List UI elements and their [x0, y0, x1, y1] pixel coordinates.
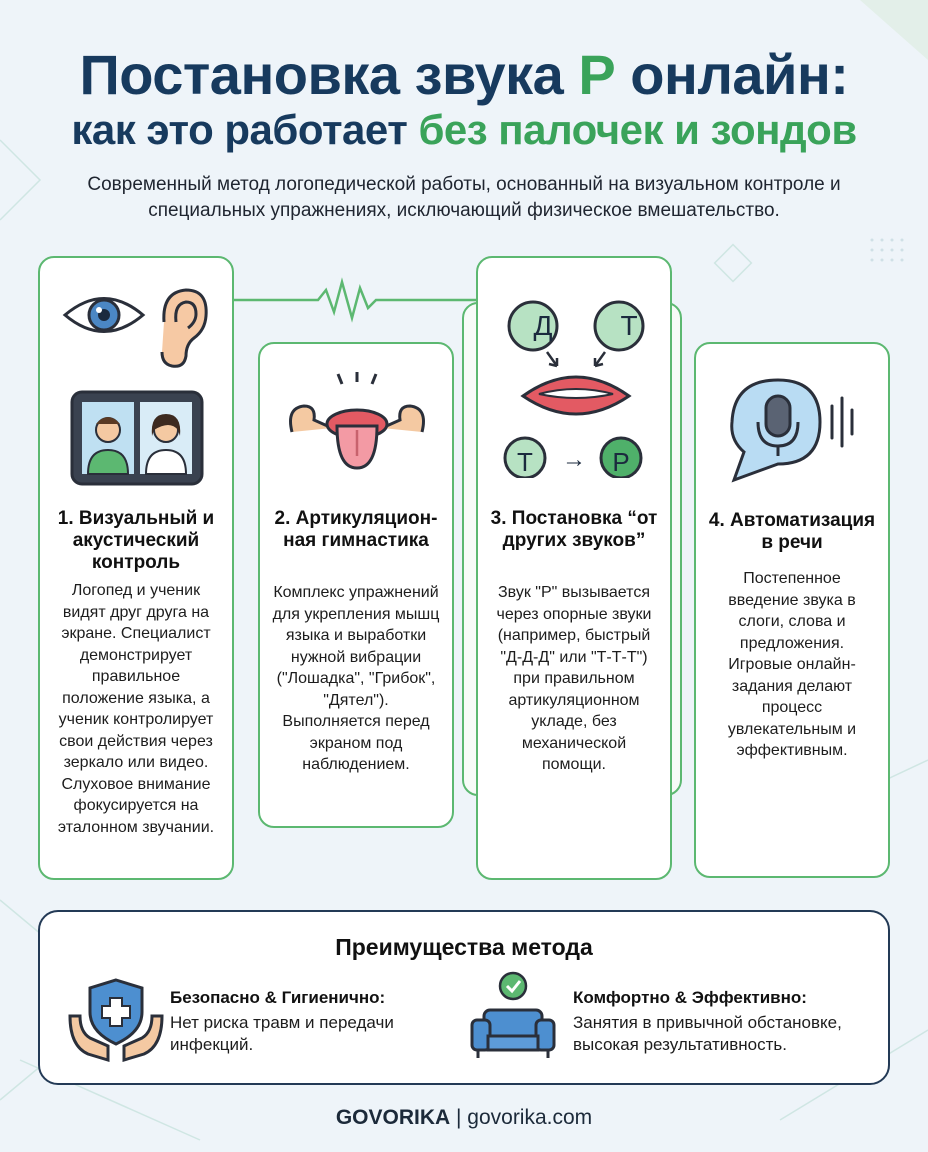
letter-d: Д: [533, 310, 553, 341]
step-title: 4. Автоматизация в речи: [708, 510, 876, 553]
step-card-2: [258, 342, 454, 828]
shield-hands-icon: [66, 976, 166, 1062]
footer-brand: GOVORIKA: [335, 1106, 451, 1129]
eye-icon: [62, 290, 146, 340]
footer-separator: |: [450, 1106, 468, 1129]
letter-r: Р: [612, 447, 630, 477]
benefits-panel: [38, 910, 890, 1085]
video-call-icon: [70, 390, 204, 486]
footer-link[interactable]: govorika.com: [467, 1106, 593, 1129]
benefit-title-comfort: Комфортно & Эффективно:: [573, 988, 807, 1007]
step-card-1: [38, 256, 234, 880]
benefit-text-comfort: Занятия в привычной обстановке, высокая результативность.: [573, 1013, 842, 1054]
step-text: Постепенное введение звука в слоги, слова и предложения. Игровые онлайн-задания делают процесс увлекательным и эффективным.: [727, 570, 857, 759]
step-title: 3. Постановка “от других звуков”: [490, 508, 658, 551]
footer: [0, 1106, 928, 1130]
step-text: Логопед и ученик видят друг друга на экране. Специалист демонстрирует правильное положение языка, а ученик контролирует свои действия через зеркало или видео. Слуховое внимание фокусируется на эталонном звучании.: [57, 582, 215, 836]
step-title: 1. Визуальный и акустический контроль: [57, 508, 215, 573]
page-description: Современный метод логопедической работы, основанный на визуальном контроле и специальных упражнениях, исключающий физическое вмешательство.: [87, 174, 841, 221]
wave-line: [234, 282, 476, 318]
benefit-text-safety: Нет риска травм и передачи инфекций.: [170, 1013, 394, 1054]
page-subtitle: как это работает без палочек и зондов: [71, 106, 857, 153]
step-text: Комплекс упражнений для укрепления мышц языка и выработки нужной вибрации ("Лошадка", "Грибок", "Дятел"). Выполняется перед экраном под наблюдением.: [272, 584, 440, 773]
sofa-check-icon: [468, 970, 558, 1062]
tongue-flex-icon: [282, 372, 432, 472]
step-text: Звук "Р" вызывается через опорные звуки (например, быстрый "Д-Д-Д" или "Т-Т-Т") при правильном артикуляционном укладе, без механической помощи.: [496, 584, 652, 773]
step-title: 2. Артикуляцион-ная гимнастика: [274, 508, 438, 551]
page-title: Постановка звука Р онлайн:: [79, 43, 849, 106]
ear-icon: [156, 286, 210, 370]
arrow-right: →: [562, 446, 586, 473]
step-card-4: [694, 342, 890, 878]
letter-t2: Т: [517, 447, 533, 477]
microphone-bubble-icon: [724, 376, 864, 486]
benefits-heading: Преимущества метода: [335, 934, 593, 960]
benefit-title-safety: Безопасно & Гигиенично:: [170, 988, 386, 1007]
letter-t1: Т: [620, 310, 638, 341]
step-card-3: [476, 256, 672, 880]
